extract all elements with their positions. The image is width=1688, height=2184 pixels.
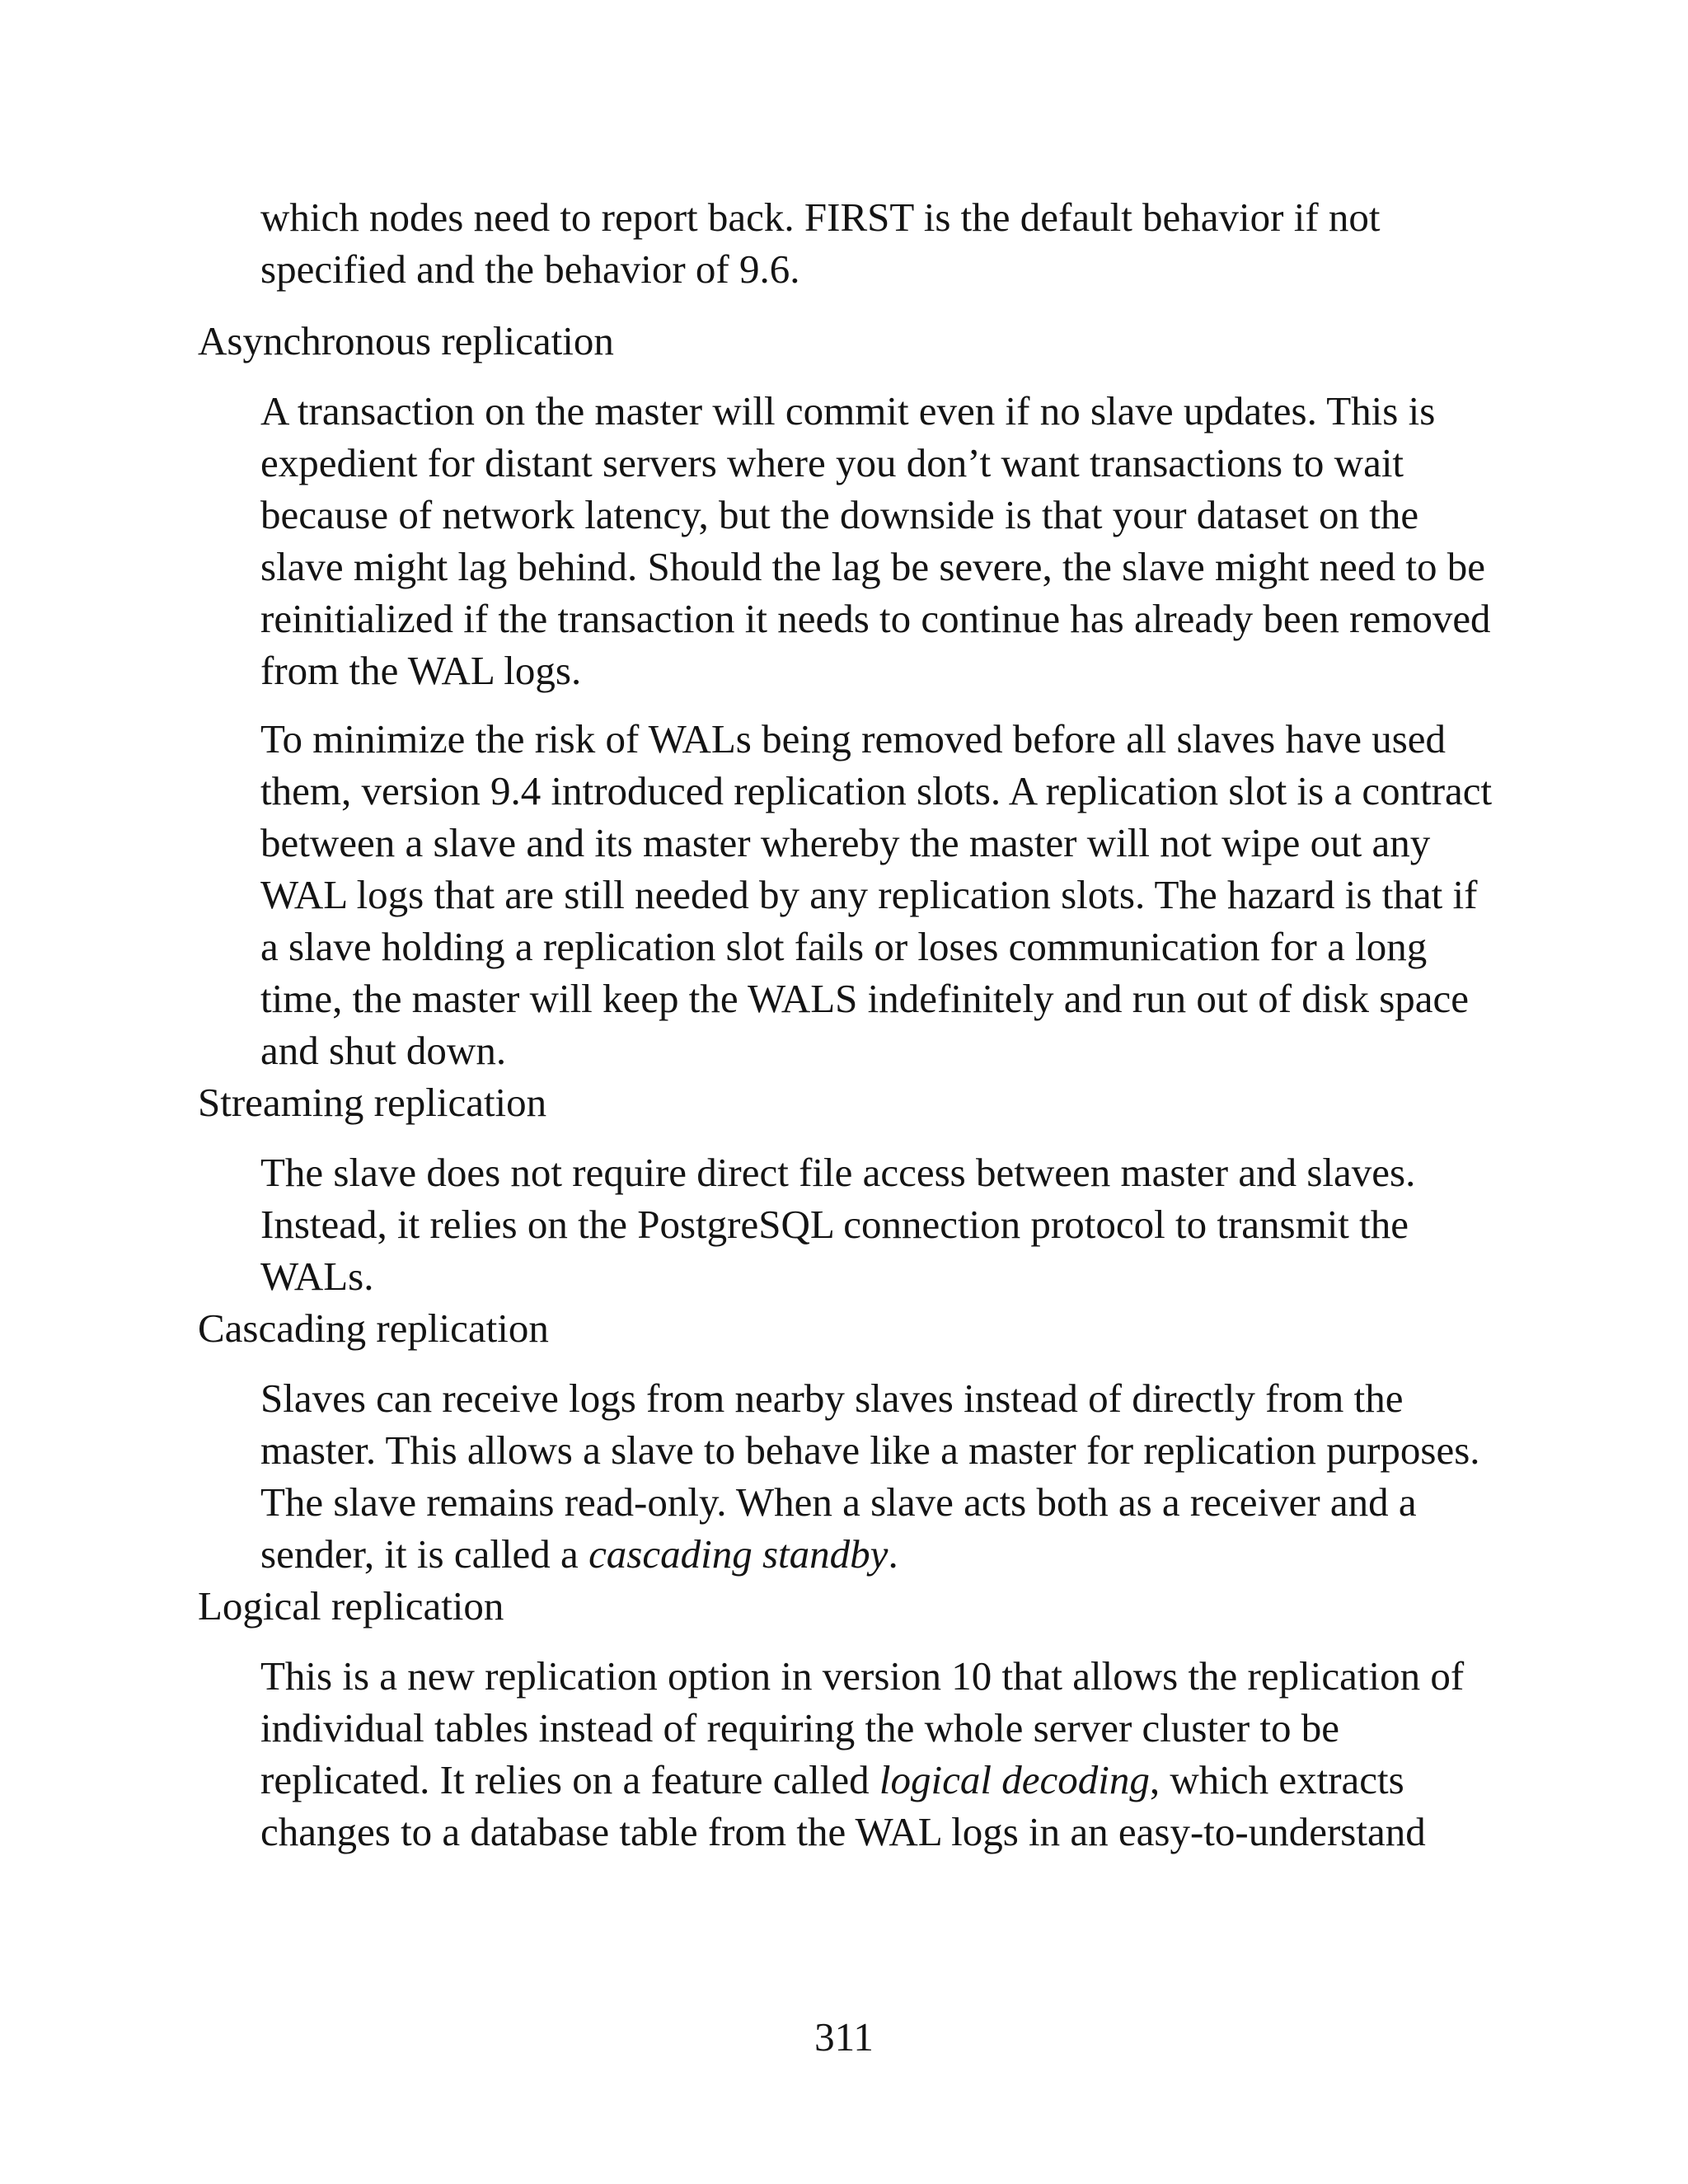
section-asynchronous-replication [198,315,1500,1076]
page-number: 311 [814,2014,874,2060]
section-cascading-replication [198,1302,1500,1580]
async-paragraph-1: A transaction on the master will commit even if no slave updates. This is expedient for distant servers where you don’t want transactions to wait because of network latency, but the downside is that your dataset on the slave might lag behind. Should the lag be severe, the slave might need to be reinitialized if the transaction it needs to continue has already been removed from the WAL logs. [260,388,1491,693]
logical-decoding-term: logical decoding [879,1757,1150,1802]
term-streaming-replication: Streaming replication [198,1080,547,1125]
page-body [198,191,1500,1858]
logical-text-start: This is a new replication option in version 10 that allows the replication of individual tables instead of requiring the whole server cluster to be replicated. It relies on a feature called [260,1653,1465,1802]
cascading-text-end: . [888,1531,898,1577]
cascading-paragraph [198,1372,1500,1580]
term-asynchronous-replication: Asynchronous replication [198,318,614,363]
term-cascading-replication: Cascading replication [198,1305,549,1351]
term-logical-replication: Logical replication [198,1583,504,1629]
logical-paragraph [198,1650,1500,1858]
section-logical-replication [198,1580,1500,1858]
logical-text-end: , which extracts changes to a database table from the WAL logs in an easy-to-understand [260,1757,1426,1854]
streaming-paragraph: The slave does not require direct file access between master and slaves. Instead, it relies on the PostgreSQL connection protocol to transmit the WALs. [260,1150,1416,1299]
cascading-standby-term: cascading standby [588,1531,889,1577]
async-paragraph-2: To minimize the risk of WALs being removed before all slaves have used them, version 9.4 introduced replication slots. A replication slot is a contract between a slave and its master whereby the master will not wipe out any WAL logs that are still needed by any replication slots. The hazard is that if a slave holding a replication slot fails or loses communication for a long time, the master will keep the WALS indefinitely and run out of disk space and shut down. [260,716,1493,1073]
section-streaming-replication [198,1076,1500,1302]
cascading-text-start: Slaves can receive logs from nearby slaves instead of directly from the master. This allows a slave to behave like a master for replication purposes. The slave remains read-only. When a slave acts both as a receiver and a sender, it is called a [260,1376,1480,1577]
intro-paragraph: which nodes need to report back. FIRST is the default behavior if not specified and the behavior of 9.6. [260,194,1381,292]
